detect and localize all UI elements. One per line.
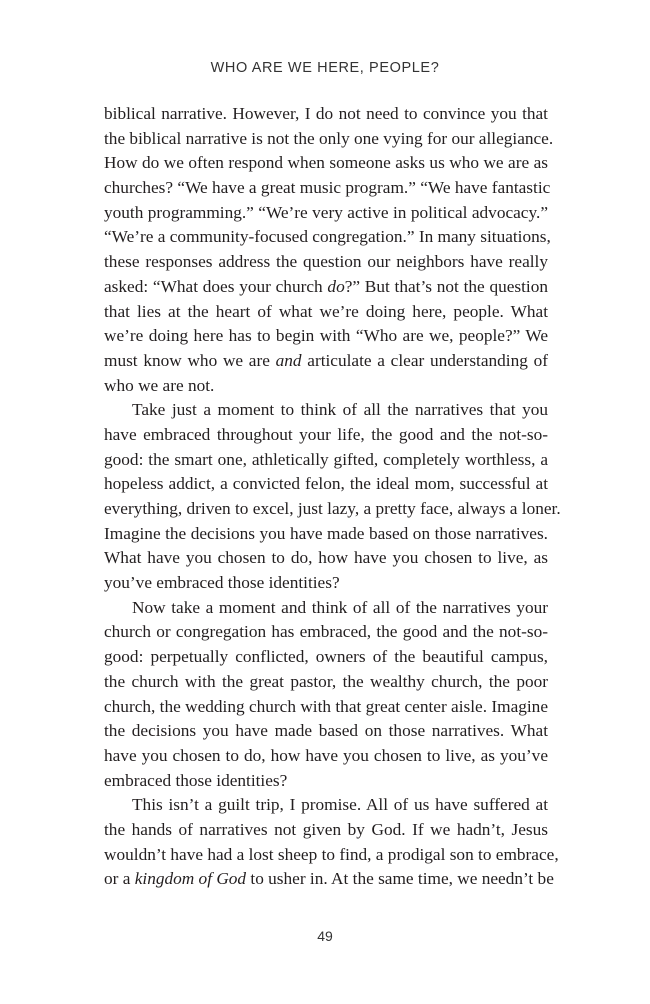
text-line: have embraced throughout your life, the good and the not-so-	[104, 424, 548, 444]
text-line: the biblical narrative is not the only one vying for our allegiance.	[104, 128, 554, 148]
body-text	[104, 102, 561, 892]
text-line: Imagine the decisions you have made based on those narratives.	[104, 523, 548, 543]
paragraph	[104, 793, 559, 892]
text-line: good: the smart one, athletically gifted, completely worthless, a	[104, 449, 548, 469]
text-line: church, the wedding church with that great center aisle. Imagine	[104, 696, 548, 716]
text-line: or a kingdom of God to usher in. At the same time, we needn’t be	[104, 869, 554, 889]
text-line: hopeless addict, a convicted felon, the ideal mom, successful at	[104, 474, 548, 494]
text-line: everything, driven to excel, just lazy, a pretty face, always a loner.	[104, 499, 561, 518]
text-line: these responses address the question our neighbors have really	[104, 252, 548, 272]
text-line: youth programming.” “We’re very active in political advocacy.”	[104, 202, 548, 222]
text-line: you’ve embraced those identities?	[104, 573, 340, 593]
text-line: must know who we are and articulate a clear understanding of	[104, 350, 548, 370]
text-line: Take just a moment to think of all the narratives that you	[132, 400, 548, 420]
page-number: 49	[317, 928, 333, 944]
text-line: we’re doing here has to begin with “Who are we, people?” We	[104, 326, 548, 346]
text-line: have you chosen to do, how have you chosen to live, as you’ve	[104, 745, 548, 765]
text-line: asked: “What does your church do?” But that’s not the question	[104, 276, 549, 296]
paragraph	[104, 398, 561, 596]
text-line: This isn’t a guilt trip, I promise. All of us have suffered at	[132, 795, 548, 815]
paragraph	[104, 102, 554, 398]
text-line: who we are not.	[104, 375, 215, 395]
text-line: the decisions you have made based on those narratives. What	[104, 721, 548, 741]
text-line: embraced those identities?	[104, 770, 288, 790]
text-line: the church with the great pastor, the wealthy church, the poor	[104, 671, 548, 691]
text-line: the hands of narratives not given by God. If we hadn’t, Jesus	[104, 819, 548, 839]
text-line: “We’re a community-focused congregation.” In many situations,	[104, 227, 551, 247]
text-line: Now take a moment and think of all of the narratives your	[132, 597, 548, 617]
text-line: that lies at the heart of what we’re doing here, people. What	[104, 301, 548, 321]
text-line: What have you chosen to do, how have you chosen to live, as	[104, 548, 548, 568]
text-line: biblical narrative. However, I do not need to convince you that	[104, 104, 548, 123]
paragraph	[104, 596, 548, 794]
running-head: WHO ARE WE HERE, PEOPLE?	[210, 60, 440, 76]
text-line: wouldn’t have had a lost sheep to find, a prodigal son to embrace,	[104, 844, 559, 864]
text-line: How do we often respond when someone asks us who we are as	[104, 153, 548, 173]
text-line: churches? “We have a great music program.” “We have fantastic	[104, 178, 551, 198]
text-line: good: perpetually conflicted, owners of the beautiful campus,	[104, 647, 548, 667]
text-line: church or congregation has embraced, the good and the not-so-	[104, 622, 548, 642]
